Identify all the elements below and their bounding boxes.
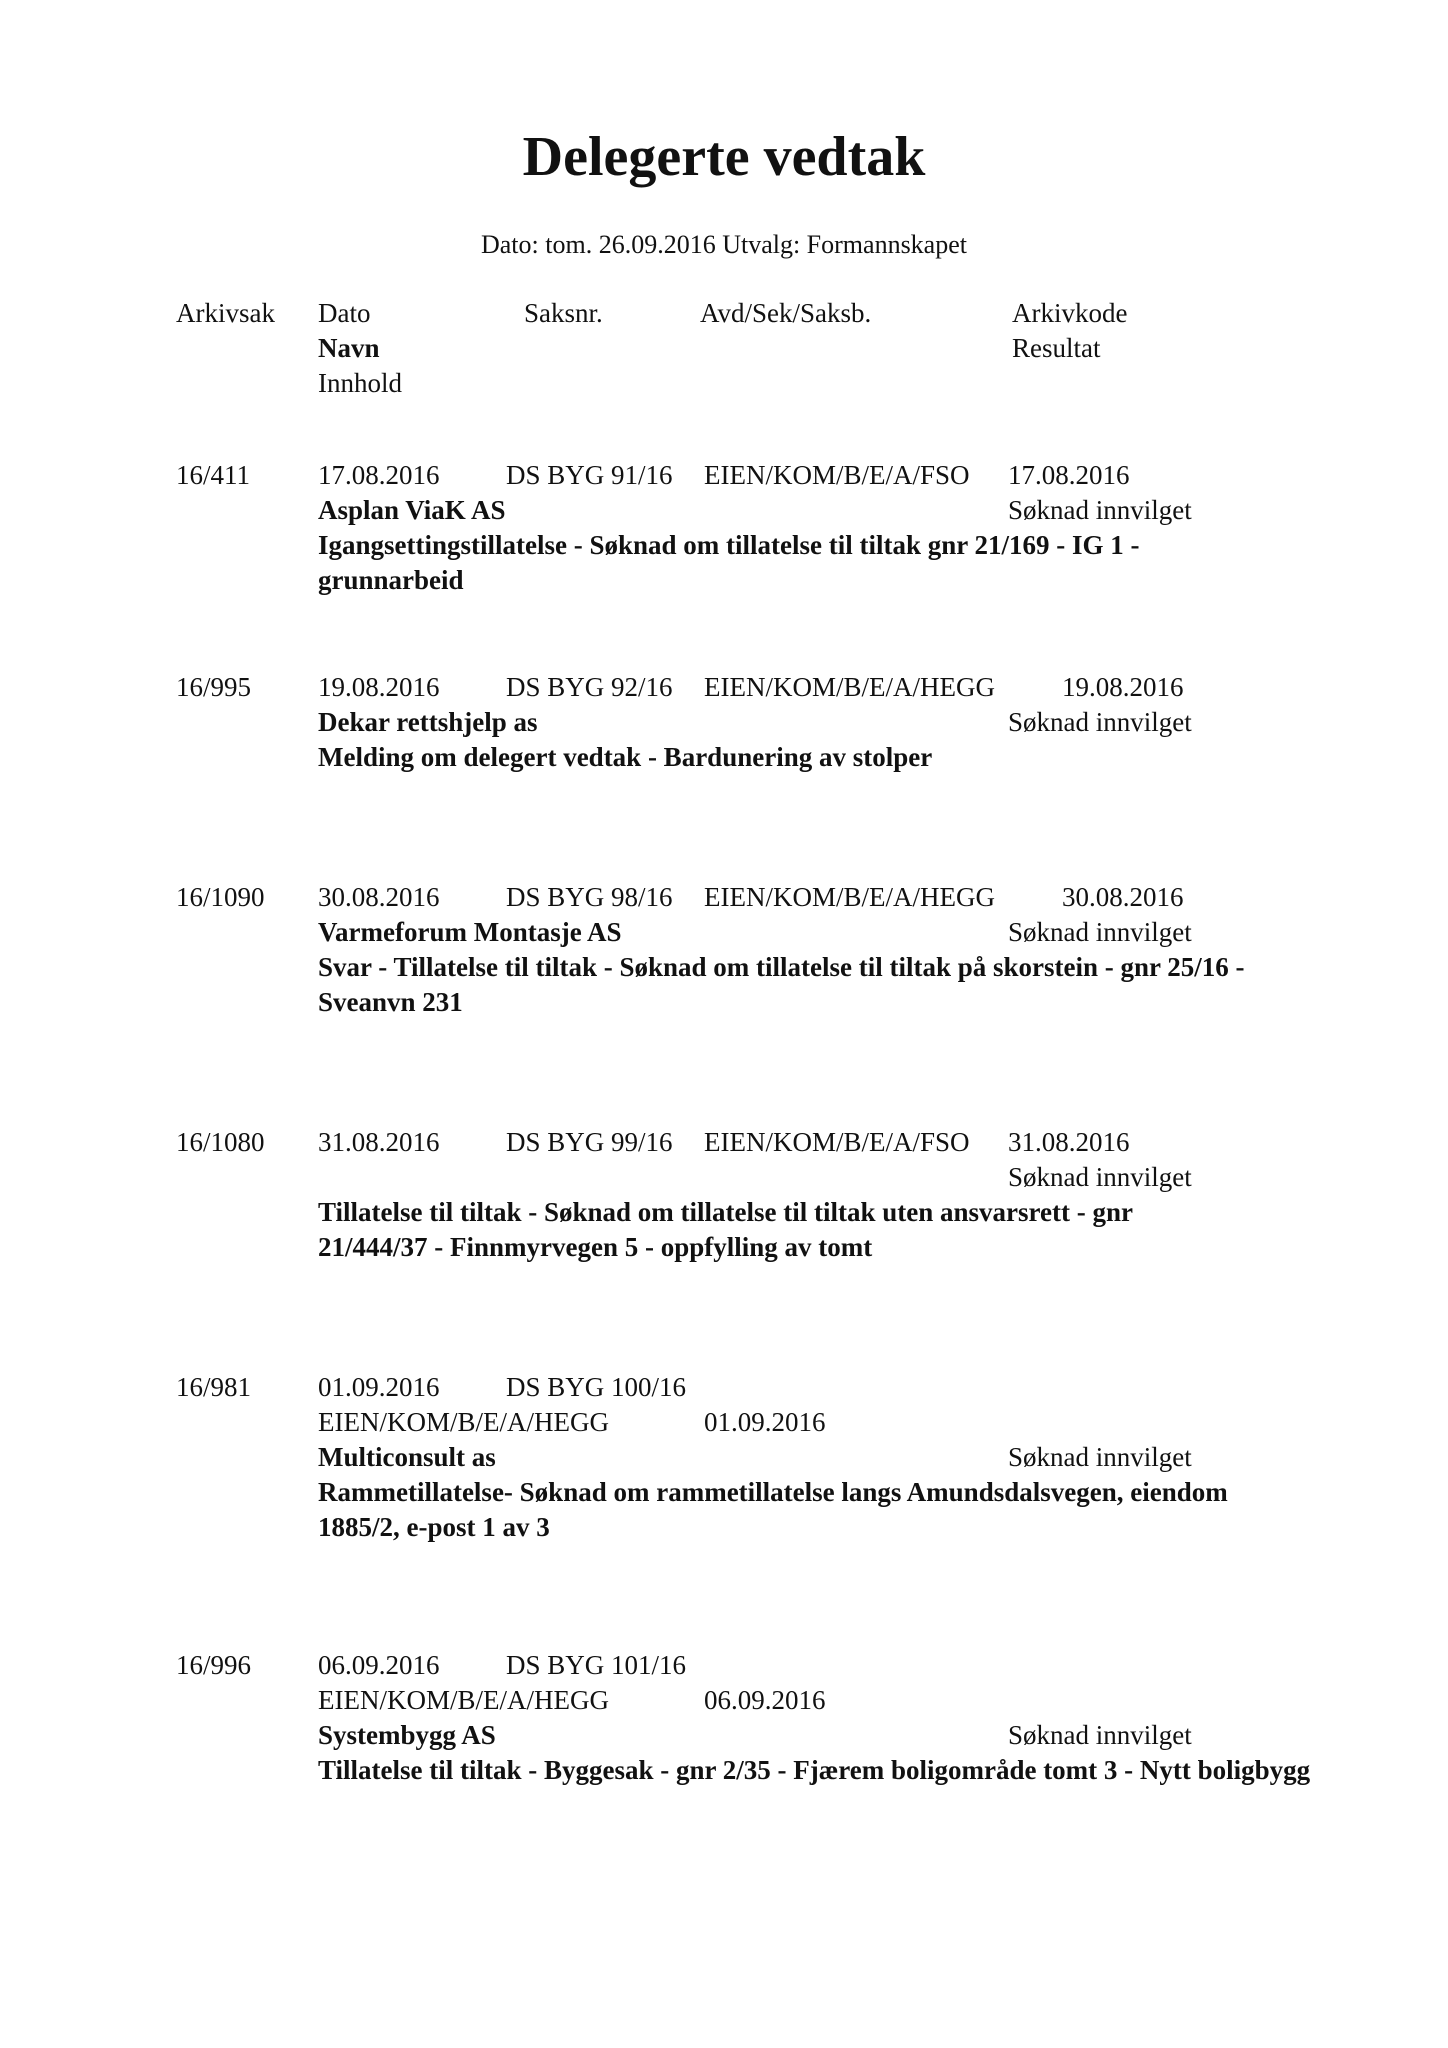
case-saksnr: DS BYG 101/16 [506, 1650, 687, 1680]
case-avd: EIEN/KOM/B/E/A/FSO [704, 1127, 970, 1157]
case-resultat: Søknad innvilget [1008, 495, 1192, 525]
case-navn: Varmeforum Montasje AS [318, 917, 622, 947]
case-arkivsak: 16/995 [176, 672, 252, 702]
header-avd: Avd/Sek/Saksb. [700, 298, 872, 328]
case-dato: 31.08.2016 [318, 1127, 440, 1157]
case-navn: Multiconsult as [318, 1442, 496, 1472]
case-resultat: Søknad innvilget [1008, 1442, 1192, 1472]
case-arkivkode: 31.08.2016 [1008, 1127, 1130, 1157]
case-navn: Systembygg AS [318, 1720, 496, 1750]
case-dato: 19.08.2016 [318, 672, 440, 702]
header-navn: Navn [318, 333, 380, 363]
case-avd: EIEN/KOM/B/E/A/HEGG [704, 672, 995, 702]
case-dato: 01.09.2016 [318, 1372, 440, 1402]
case-arkivsak: 16/1080 [176, 1127, 265, 1157]
case-innhold: Svar - Tillatelse til tiltak - Søknad om tillatelse til tiltak på skorstein - gnr 25/16 - Sveanvn 231 [318, 952, 1245, 1017]
case-innhold: Rammetillatelse- Søknad om rammetillatelse langs Amundsdalsvegen, eiendom 1885/2, e-post 1 av 3 [318, 1477, 1228, 1542]
page-subtitle: Dato: tom. 26.09.2016 Utvalg: Formannskapet [480, 230, 967, 259]
case-resultat: Søknad innvilget [1008, 707, 1192, 737]
case-innhold: Igangsettingstillatelse - Søknad om tillatelse til tiltak gnr 21/169 - IG 1 - grunnarbeid [318, 530, 1140, 595]
header-innhold: Innhold [318, 368, 402, 398]
case-arkivkode: 06.09.2016 [704, 1685, 826, 1715]
header-dato: Dato [318, 298, 371, 328]
case-dato: 30.08.2016 [318, 882, 440, 912]
case-arkivsak: 16/411 [176, 460, 250, 490]
case-resultat: Søknad innvilget [1008, 1720, 1192, 1750]
case-arkivkode: 01.09.2016 [704, 1407, 826, 1437]
case-avd: EIEN/KOM/B/E/A/HEGG [318, 1685, 609, 1715]
case-dato: 06.09.2016 [318, 1650, 440, 1680]
case-arkivsak: 16/981 [176, 1372, 252, 1402]
case-avd: EIEN/KOM/B/E/A/HEGG [704, 882, 995, 912]
case-navn: Asplan ViaK AS [318, 495, 506, 525]
header-resultat: Resultat [1012, 333, 1101, 363]
case-saksnr: DS BYG 91/16 [506, 460, 673, 490]
header-saksnr: Saksnr. [524, 298, 603, 328]
header-arkivsak: Arkivsak [176, 298, 275, 328]
case-navn: Dekar rettshjelp as [318, 707, 538, 737]
case-arkivkode: 17.08.2016 [1008, 460, 1130, 490]
case-innhold: Melding om delegert vedtak - Bardunering av stolper [318, 742, 933, 772]
case-avd: EIEN/KOM/B/E/A/FSO [704, 460, 970, 490]
case-arkivsak: 16/1090 [176, 882, 265, 912]
case-innhold: Tillatelse til tiltak - Søknad om tillatelse til tiltak uten ansvarsrett - gnr 21/444/37 - Finnmyrvegen 5 - oppfylling av tomt [318, 1197, 1133, 1262]
case-saksnr: DS BYG 100/16 [506, 1372, 687, 1402]
case-saksnr: DS BYG 92/16 [506, 672, 673, 702]
case-dato: 17.08.2016 [318, 460, 440, 490]
page-title: Delegerte vedtak [522, 126, 926, 188]
case-saksnr: DS BYG 99/16 [506, 1127, 673, 1157]
case-avd: EIEN/KOM/B/E/A/HEGG [318, 1407, 609, 1437]
case-innhold: Tillatelse til tiltak - Byggesak - gnr 2/35 - Fjærem boligområde tomt 3 - Nytt boligbygg [318, 1755, 1311, 1785]
header-arkivkode: Arkivkode [1012, 298, 1128, 328]
case-arkivkode: 19.08.2016 [1062, 672, 1184, 702]
case-arkivsak: 16/996 [176, 1650, 252, 1680]
case-saksnr: DS BYG 98/16 [506, 882, 673, 912]
case-resultat: Søknad innvilget [1008, 1162, 1192, 1192]
case-arkivkode: 30.08.2016 [1062, 882, 1184, 912]
case-resultat: Søknad innvilget [1008, 917, 1192, 947]
